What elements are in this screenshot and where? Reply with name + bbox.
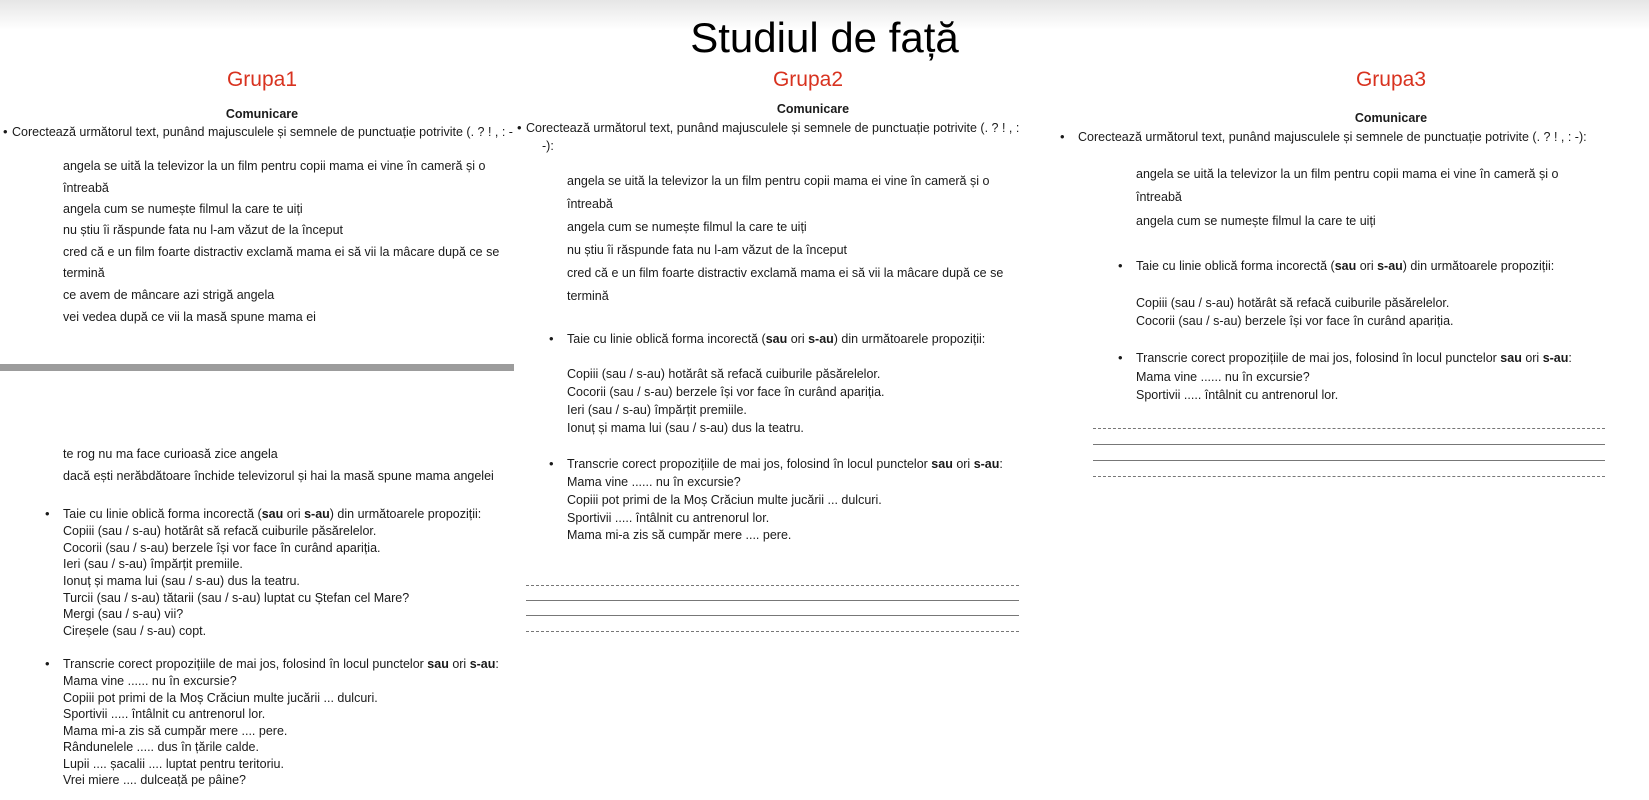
group3-text-line: angela cum se numește filmul la care te uiți xyxy=(1136,214,1376,228)
group3-task3-item: Mama vine ...... nu în excursie? xyxy=(1136,370,1310,384)
group2-subtitle: Comunicare xyxy=(776,102,850,116)
group2-instruction-cont: -): xyxy=(542,139,554,153)
group1-task2-item: Cireșele (sau / s-au) copt. xyxy=(63,624,207,638)
group1-text-line: ce avem de mâncare azi strigă angela xyxy=(63,288,275,302)
group1-task2-item: Ieri (sau / s-au) împărțit premiile. xyxy=(63,557,243,571)
group1-task3-item: Mama vine ...... nu în excursie? xyxy=(63,674,237,688)
group3-task3-item: Sportivii ..... întâlnit cu antrenorul lor. xyxy=(1136,388,1339,402)
group1-task3-item: Lupii .... șacalii .... luptat pentru teritoriu. xyxy=(63,757,284,771)
group2-task3-item: Mama mi-a zis să cumpăr mere .... pere. xyxy=(567,528,792,542)
group1-task3-item: Rândunelele ..... dus în țările calde. xyxy=(63,740,259,754)
group1-task2-item: Turcii (sau / s-au) tătarii (sau / s-au) luptat cu Ștefan cel Mare? xyxy=(63,591,410,605)
group3-text-line: angela se uită la televizor la un film pentru copii mama ei vine în cameră și o xyxy=(1136,167,1559,181)
group2-task2-item: Cocorii (sau / s-au) berzele își vor face în curând apariția. xyxy=(567,385,885,399)
group2-text-line: nu știu îi răspunde fata nu l-am văzut de la început xyxy=(567,243,848,257)
group2-task3-item: Copiii pot primi de la Moș Crăciun multe jucării ... dulcuri. xyxy=(567,493,882,507)
group1-task2-item: Copiii (sau / s-au) hotărât să refacă cuiburile păsărelelor. xyxy=(63,524,377,538)
group3-task2-instruction: • Taie cu linie oblică forma incorectă (sau ori s-au) din următoarele propoziții: xyxy=(1136,258,1554,274)
answer-line xyxy=(1093,428,1605,429)
page-title: Studiul de față xyxy=(690,14,959,61)
group2-task3-item: Sportivii ..... întâlnit cu antrenorul lor. xyxy=(567,511,770,525)
answer-line xyxy=(1093,460,1605,461)
group2-title: Grupa2 xyxy=(772,68,844,91)
page-separator xyxy=(0,364,514,371)
group3-task2-item: Copiii (sau / s-au) hotărât să refacă cuiburile păsărelelor. xyxy=(1136,296,1450,310)
group1-task2-item: Mergi (sau / s-au) vii? xyxy=(63,607,184,621)
group1-text-line: te rog nu ma face curioasă zice angela xyxy=(63,447,278,461)
group1-task3-instruction: • Transcrie corect propozițiile de mai jos, folosind în locul punctelor sau ori s-au: xyxy=(63,656,499,672)
answer-line xyxy=(1093,476,1605,477)
group1-task3-item: Copiii pot primi de la Moș Crăciun multe jucării ... dulcuri. xyxy=(63,691,378,705)
group1-text-line: angela se uită la televizor la un film pentru copii mama ei vine în cameră și o xyxy=(63,159,486,173)
answer-line xyxy=(526,615,1019,616)
group2-text-line: angela cum se numește filmul la care te uiți xyxy=(567,220,807,234)
group1-title: Grupa1 xyxy=(226,68,298,91)
group1-instruction: • Corectează următorul text, punând majusculele și semnele de punctuație potrivite (. ? ! , : - xyxy=(12,124,513,140)
group1-task2-instruction: • Taie cu linie oblică forma incorectă (sau ori s-au) din următoarele propoziții: xyxy=(63,506,481,522)
group2-task2-item: Ieri (sau / s-au) împărțit premiile. xyxy=(567,403,747,417)
answer-line xyxy=(526,631,1019,632)
group1-subtitle: Comunicare xyxy=(225,107,299,121)
group3-instruction: • Corectează următorul text, punând majusculele și semnele de punctuație potrivite (. ? ! , : -): xyxy=(1078,129,1587,145)
answer-line xyxy=(1093,444,1605,445)
group1-task3-item: Vrei miere .... dulceață pe pâine? xyxy=(63,773,246,787)
group1-text-line: angela cum se numește filmul la care te uiți xyxy=(63,202,303,216)
group2-task3-item: Mama vine ...... nu în excursie? xyxy=(567,475,741,489)
group3-task3-instruction: • Transcrie corect propozițiile de mai jos, folosind în locul punctelor sau ori s-au: xyxy=(1136,350,1572,366)
group2-text-line: termină xyxy=(567,289,609,303)
group1-text-line: cred că e un film foarte distractiv exclamă mama ei să vii la mâcare după ce se xyxy=(63,245,500,259)
group1-task3-item: Mama mi-a zis să cumpăr mere .... pere. xyxy=(63,724,288,738)
group2-text-line: angela se uită la televizor la un film pentru copii mama ei vine în cameră și o xyxy=(567,174,990,188)
group2-instruction: • Corectează următorul text, punând majusculele și semnele de punctuație potrivite (. ? ! , : xyxy=(526,120,1019,136)
group1-task2-item: Ionuț și mama lui (sau / s-au) dus la teatru. xyxy=(63,574,300,588)
group2-text-line: cred că e un film foarte distractiv exclamă mama ei să vii la mâcare după ce se xyxy=(567,266,1004,280)
group2-task2-item: Ionuț și mama lui (sau / s-au) dus la teatru. xyxy=(567,421,804,435)
group3-task2-item: Cocorii (sau / s-au) berzele își vor face în curând apariția. xyxy=(1136,314,1454,328)
group3-subtitle: Comunicare xyxy=(1354,111,1428,125)
answer-line xyxy=(526,585,1019,586)
group1-task3-item: Sportivii ..... întâlnit cu antrenorul lor. xyxy=(63,707,266,721)
group2-task2-item: Copiii (sau / s-au) hotărât să refacă cuiburile păsărelelor. xyxy=(567,367,881,381)
group2-task3-instruction: • Transcrie corect propozițiile de mai jos, folosind în locul punctelor sau ori s-au: xyxy=(567,456,1003,472)
group3-text-line: întreabă xyxy=(1136,190,1182,204)
group1-text-line: dacă ești nerăbdătoare închide televizorul și hai la masă spune mama angelei xyxy=(63,469,494,483)
group1-text-line: vei vedea după ce vii la masă spune mama ei xyxy=(63,310,316,324)
group1-task2-item: Cocorii (sau / s-au) berzele își vor face în curând apariția. xyxy=(63,541,381,555)
group3-title: Grupa3 xyxy=(1355,68,1427,91)
answer-line xyxy=(526,600,1019,601)
group1-text-line: întreabă xyxy=(63,181,109,195)
group2-task2-instruction: • Taie cu linie oblică forma incorectă (sau ori s-au) din următoarele propoziții: xyxy=(567,331,985,347)
group2-text-line: întreabă xyxy=(567,197,613,211)
group1-text-line: nu știu îi răspunde fata nu l-am văzut de la început xyxy=(63,223,344,237)
group1-text-line: termină xyxy=(63,266,105,280)
